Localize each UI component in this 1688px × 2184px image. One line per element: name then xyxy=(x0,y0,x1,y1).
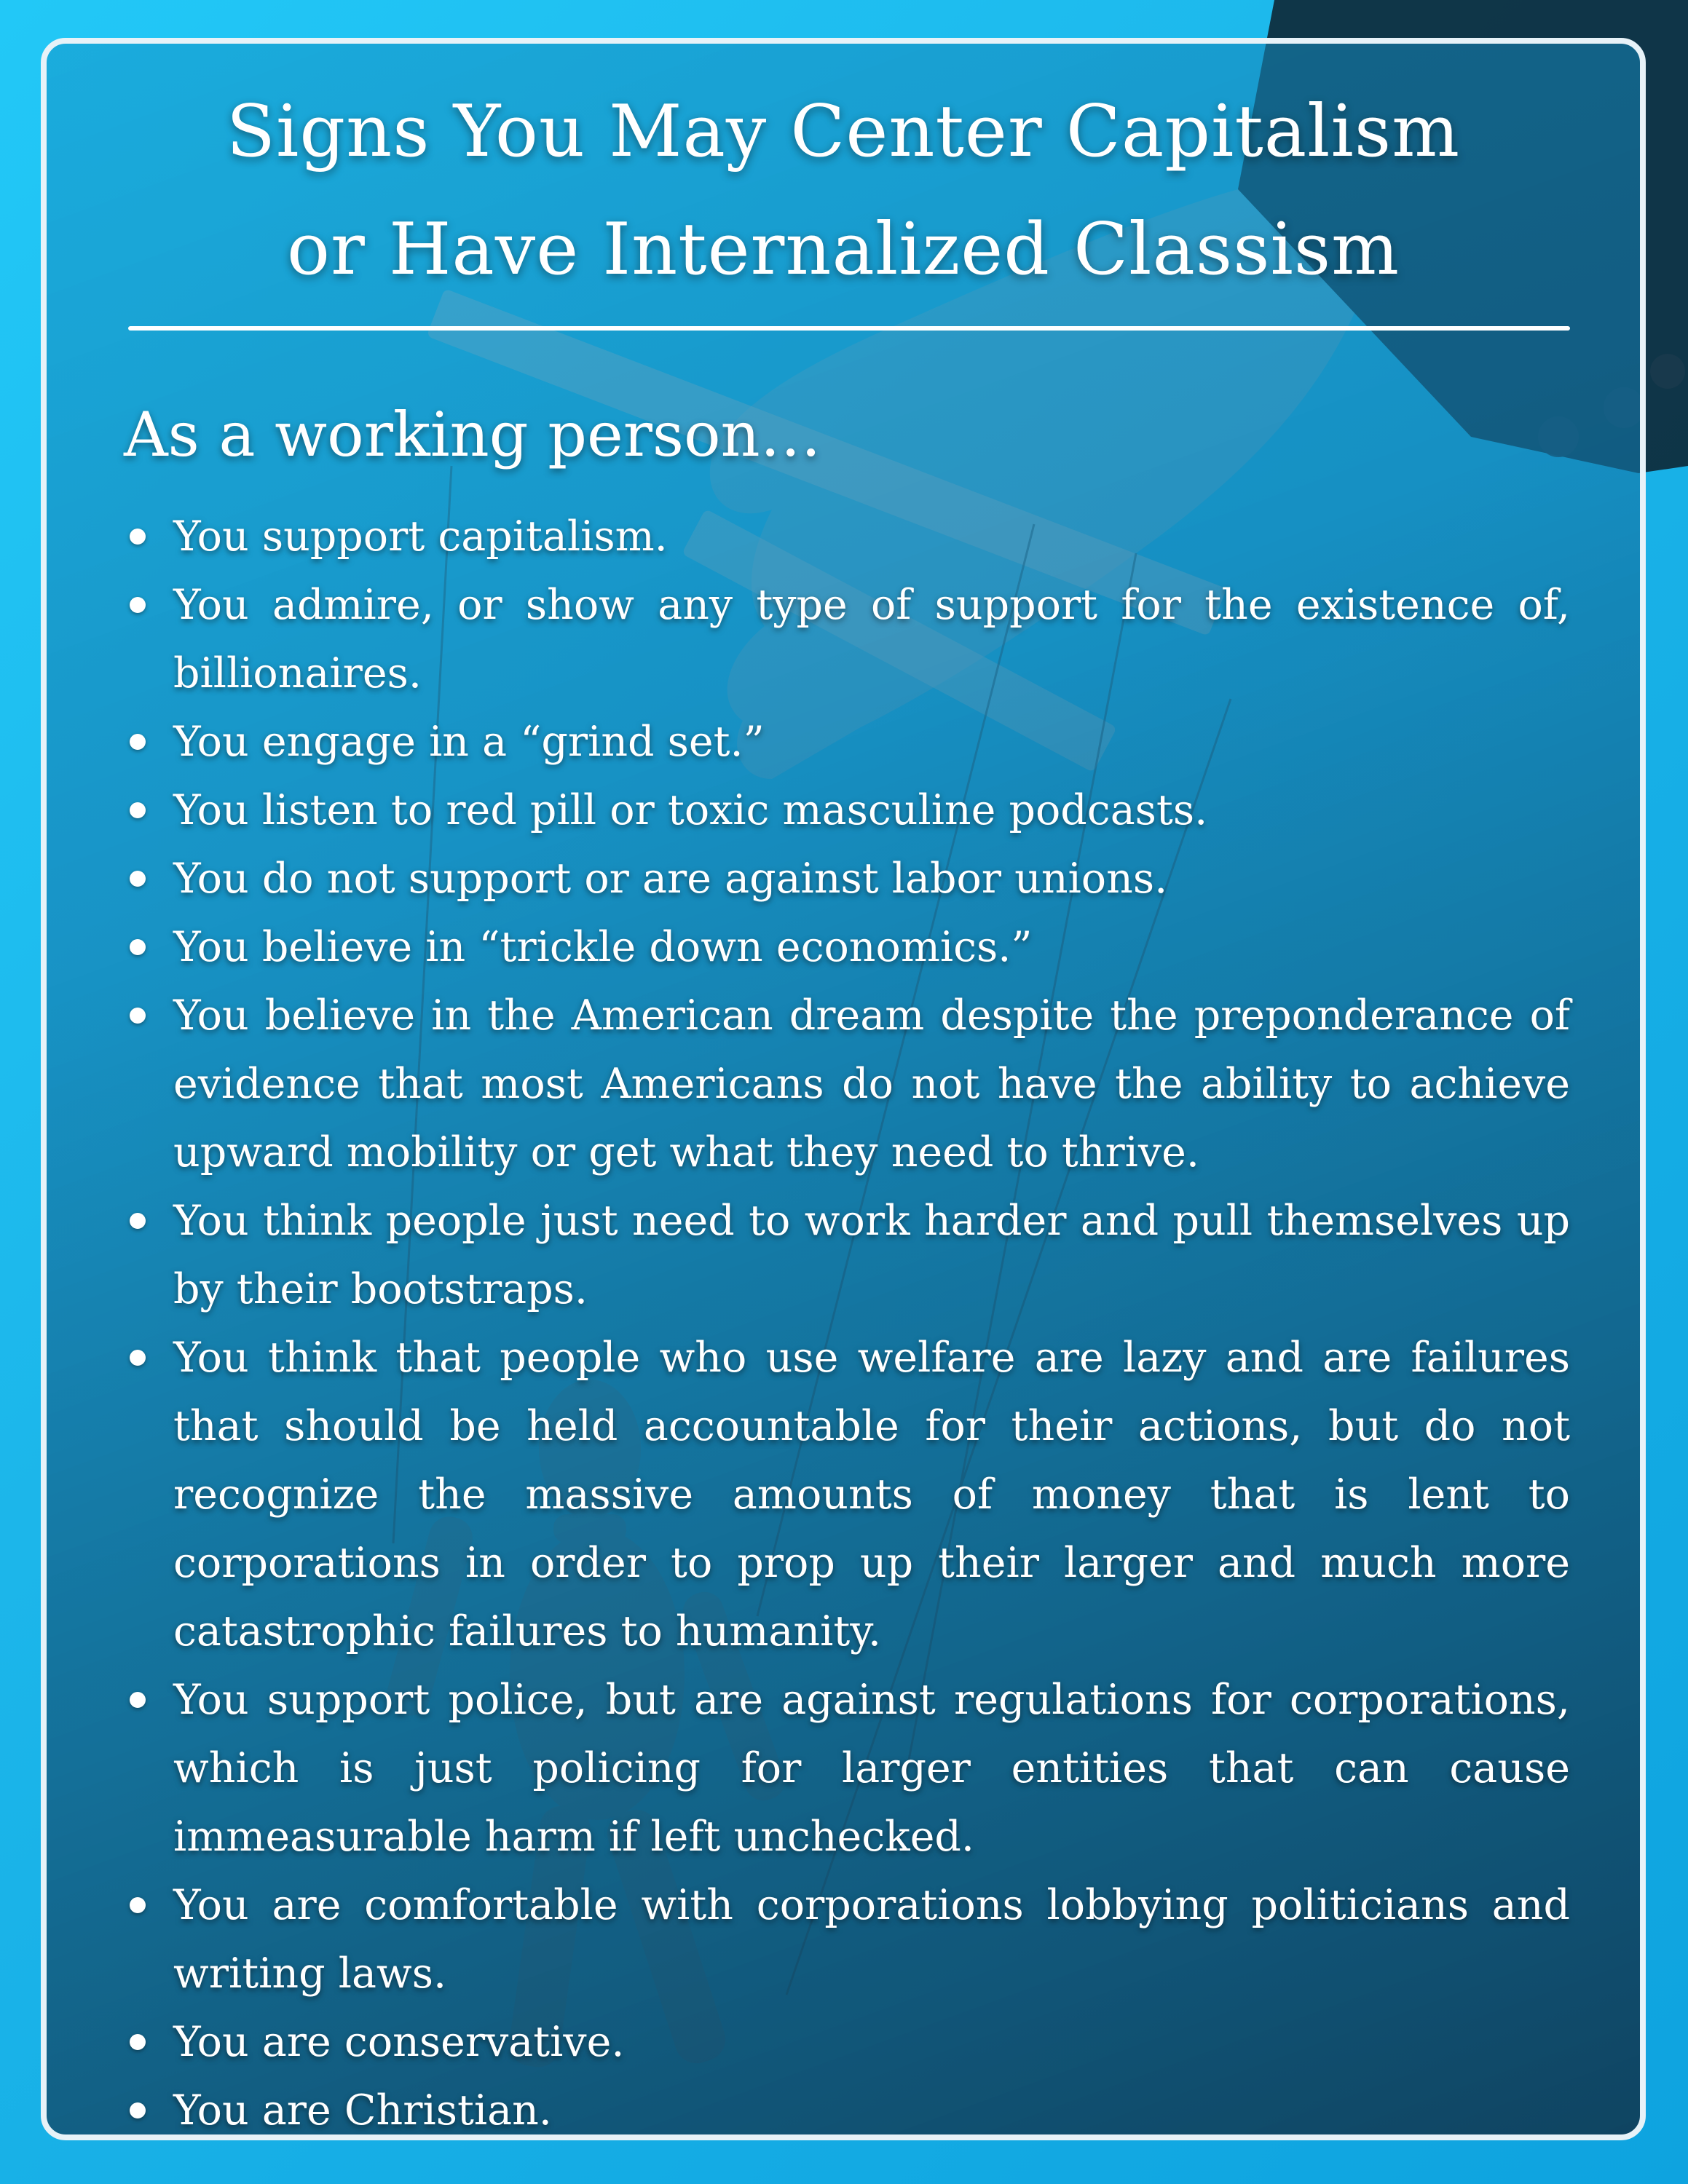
title-line-2: or Have Internalized Classism xyxy=(286,208,1400,291)
list-item: You are conservative. xyxy=(128,2008,1570,2076)
list-item: You think that people who use welfare are lazy and are failures that should be held accountable for their actions, but do not recognize the massive amounts of money that is lent to corporations in order to prop up their larger and much more catastrophic failures to humanity. xyxy=(128,1324,1570,1666)
page-title xyxy=(47,73,1640,309)
list-item: You are comfortable with corporations lobbying politicians and writing laws. xyxy=(128,1871,1570,2008)
list-item: You support capitalism. xyxy=(128,502,1570,571)
list-item: You admire, or show any type of support for the existence of, billionaires. xyxy=(128,571,1570,708)
list-item: You think people just need to work harder and pull themselves up by their bootstraps. xyxy=(128,1187,1570,1324)
list-item: You engage in a “grind set.” xyxy=(128,708,1570,776)
list-item: You support police, but are against regulations for corporations, which is just policing for larger entities that can cause immeasurable harm if left unchecked. xyxy=(128,1666,1570,1871)
title-line-1: Signs You May Center Capitalism xyxy=(226,90,1461,173)
list-item: You listen to red pill or toxic masculine podcasts. xyxy=(128,776,1570,844)
list-item: You do not support or are against labor unions. xyxy=(128,844,1570,913)
signs-list xyxy=(128,502,1570,2140)
sleeve-button xyxy=(1650,354,1685,389)
section-subheading: As a working person… xyxy=(124,399,821,470)
list-item: You believe in the American dream despite the preponderance of evidence that most Americans do not have the ability to achieve upward mobility or get what they need to thrive. xyxy=(128,981,1570,1187)
list-item: You believe in “trickle down economics.” xyxy=(128,913,1570,981)
title-divider xyxy=(128,326,1570,331)
list-item: You are Christian. xyxy=(128,2076,1570,2140)
content-card xyxy=(41,38,1646,2140)
